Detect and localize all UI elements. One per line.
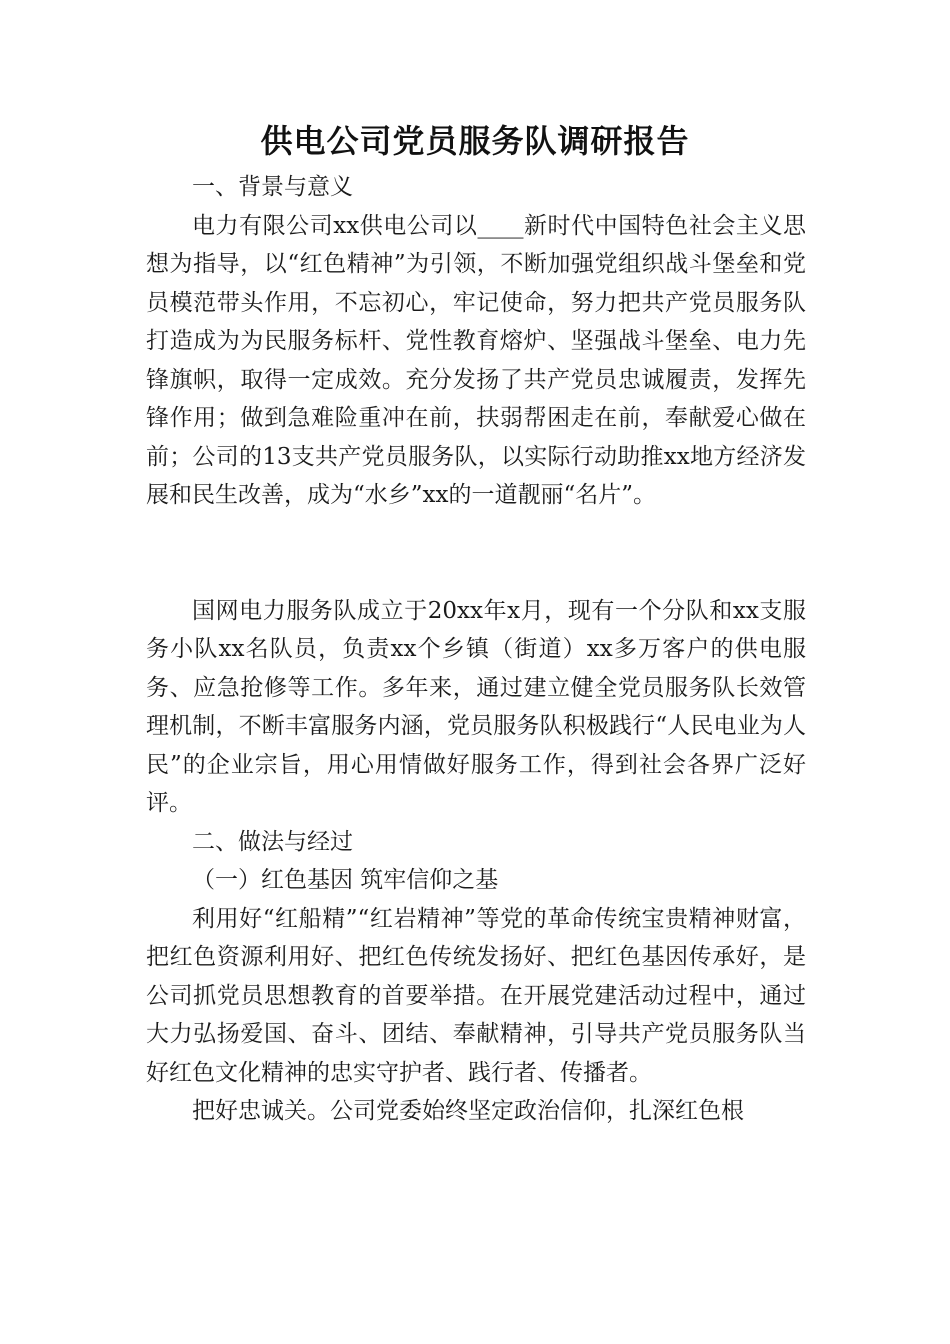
blank-gap bbox=[146, 515, 806, 592]
section-heading-background: 一、背景与意义 bbox=[192, 174, 353, 200]
paragraph-team-overview: 国网电力服务队成立于20xx年x月，现有一个分队和xx支服务小队xx名队员，负责xx个乡镇（街道）xx多万客户的供电服务、应急抢修等工作。多年来，通过建立健全党员服务队长效管理机制，不断丰富服务内涵，党员服务队积极践行“人民电业为人民”的企业宗旨，用心用情做好服务工作，得到社会各界广泛好评。 bbox=[146, 597, 806, 816]
document-title: 供电公司党员服务队调研报告 bbox=[260, 122, 690, 160]
subsection-heading-red-gene: （一）红色基因 筑牢信仰之基 bbox=[192, 867, 499, 893]
section-heading-practice: 二、做法与经过 bbox=[192, 828, 353, 855]
paragraph-background: 电力有限公司xx供电公司以____新时代中国特色社会主义思想为指导，以“红色精神”为引领，不断加强党组织战斗堡垒和党员模范带头作用，不忘初心，牢记使命，努力把共产党员服务队打造成为为民服务标杆、党性教育熔炉、坚强战斗堡垒、电力先锋旗帜，取得一定成效。充分发扬了共产党员忠诚履责，发挥先锋作用；做到急难险重冲在前，扶弱帮困走在前，奉献爱心做在前；公司的13支共产党员服务队，以实际行动助推xx地方经济发展和民生改善，成为“水乡”xx的一道靓丽“名片”。 bbox=[146, 212, 806, 508]
document-body bbox=[146, 168, 806, 1131]
paragraph-loyalty: 把好忠诚关。公司党委始终坚定政治信仰，扎深红色根 bbox=[192, 1098, 744, 1124]
paragraph-red-resources: 利用好“红船精”“红岩精神”等党的革命传统宝贵精神财富，把红色资源利用好、把红色传统发扬好、把红色基因传承好，是公司抓党员思想教育的首要举措。在开展党建活动过程中，通过大力弘扬爱国、奋斗、团结、奉献精神，引导共产党员服务队当好红色文化精神的忠实守护者、践行者、传播者。 bbox=[146, 905, 806, 1086]
